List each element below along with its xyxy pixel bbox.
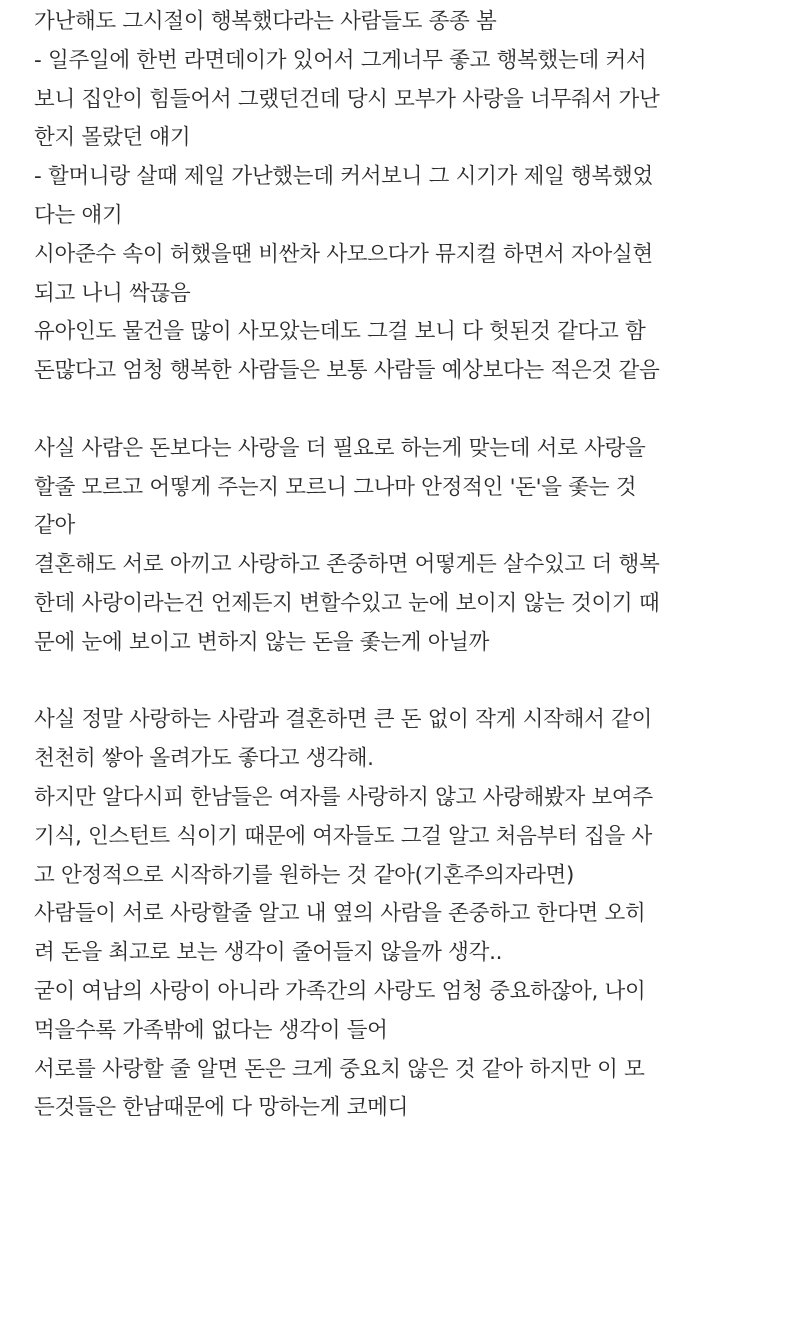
post-line: 사람들이 서로 사랑할줄 알고 내 옆의 사람을 존중하고 한다면 오히 bbox=[34, 901, 646, 927]
post-line: 가난해도 그시절이 행복했다라는 사람들도 종종 봄 bbox=[34, 9, 497, 34]
post-line: 할줄 모르고 어떻게 주는지 모르니 그나마 안정적인 '돈'을 좇는 것 bbox=[34, 474, 637, 500]
post-line: 시아준수 속이 허했을땐 비싼차 사모으다가 뮤지컬 하면서 자아실현 bbox=[34, 241, 653, 267]
paragraph-gap bbox=[34, 391, 774, 430]
post-line: 되고 나니 싹끊음 bbox=[34, 280, 191, 306]
post-line: 사실 사람은 돈보다는 사랑을 더 필요로 하는게 맞는데 서로 사랑을 bbox=[34, 435, 646, 461]
post-line: 고 안정적으로 시작하기를 원하는 것 같아(기혼주의자라면) bbox=[34, 862, 575, 888]
post-line: 려 돈을 최고로 보는 생각이 줄어들지 않을까 생각.. bbox=[34, 940, 503, 966]
post-line: 결혼해도 서로 아끼고 사랑하고 존중하면 어떻게든 살수있고 더 행복 bbox=[34, 552, 660, 578]
post-line: 든것들은 한남때문에 다 망하는게 코메디 bbox=[34, 1095, 409, 1121]
post-line: 돈많다고 엄청 행복한 사람들은 보통 사람들 예상보다는 적은것 같음 bbox=[34, 358, 660, 384]
post-line: 문에 눈에 보이고 변하지 않는 돈을 좇는게 아닐까 bbox=[34, 629, 490, 655]
post-line: - 할머니랑 살때 제일 가난했는데 커서보니 그 시기가 제일 행복했었 bbox=[34, 164, 653, 190]
paragraph-gap bbox=[34, 663, 774, 702]
post-line: 한지 몰랐던 얘기 bbox=[34, 125, 191, 151]
post-line: 같아 bbox=[34, 513, 75, 539]
post-line: 먹을수록 가족밖에 없다는 생각이 들어 bbox=[34, 1017, 388, 1043]
post-line: 다는 얘기 bbox=[34, 202, 123, 228]
post-line: 유아인도 물건을 많이 사모았는데도 그걸 보니 다 헛된것 같다고 함 bbox=[34, 319, 646, 345]
post-line: 하지만 알다시피 한남들은 여자를 사랑하지 않고 사랑해봤자 보여주 bbox=[34, 784, 653, 810]
post-line: - 일주일에 한번 라면데이가 있어서 그게너무 좋고 행복했는데 커서 bbox=[34, 47, 647, 73]
post-line: 기식, 인스턴트 식이기 때문에 여자들도 그걸 알고 처음부터 집을 사 bbox=[34, 823, 653, 849]
post-line: 한데 사랑이라는건 언제든지 변할수있고 눈에 보이지 않는 것이기 때 bbox=[34, 590, 660, 616]
post-line: 굳이 여남의 사랑이 아니라 가족간의 사랑도 엄청 중요하잖아, 나이 bbox=[34, 978, 646, 1004]
post-line: 보니 집안이 힘들어서 그랬던건데 당시 모부가 사랑을 너무줘서 가난 bbox=[34, 86, 660, 112]
post-line: 서로를 사랑할 줄 알면 돈은 크게 중요치 않은 것 같아 하지만 이 모 bbox=[34, 1056, 645, 1082]
post-line: 천천히 쌓아 올려가도 좋다고 생각해. bbox=[34, 746, 374, 772]
post-body bbox=[34, 3, 774, 1128]
post-line: 사실 정말 사랑하는 사람과 결혼하면 큰 돈 없이 작게 시작해서 같이 bbox=[34, 707, 653, 733]
